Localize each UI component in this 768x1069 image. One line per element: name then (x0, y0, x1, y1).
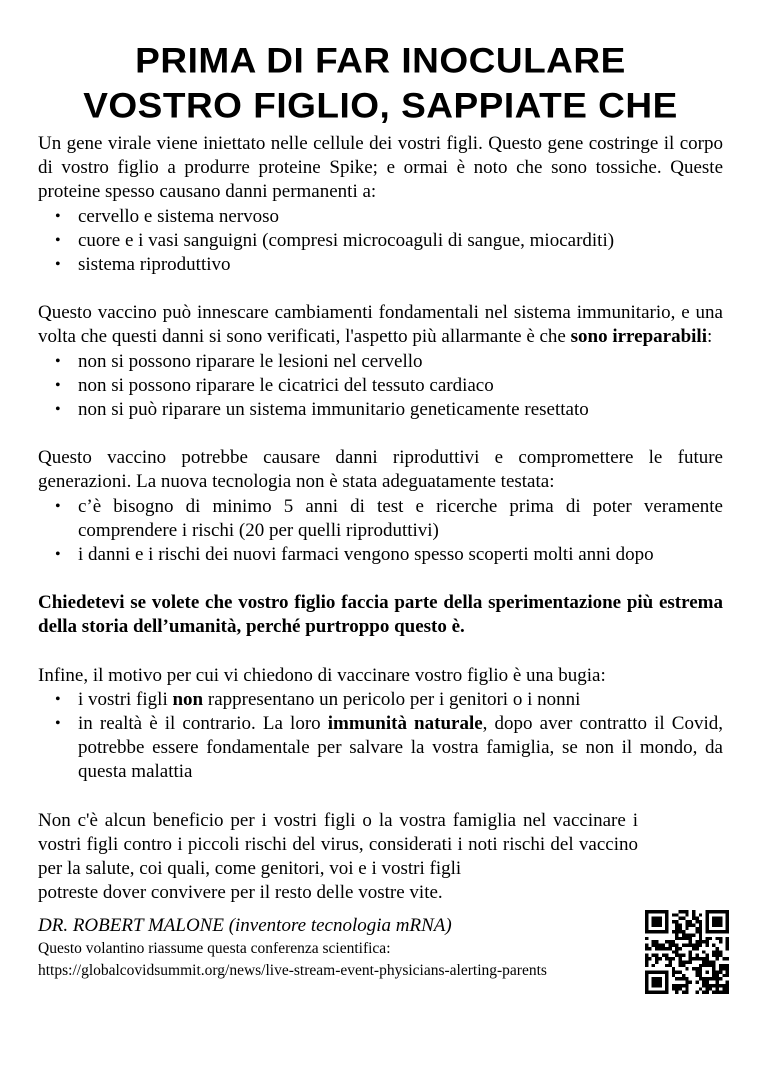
list-item: • non si può riparare un sistema immunitario geneticamente resettato (78, 398, 723, 422)
list-item: • sistema riproduttivo (78, 253, 723, 277)
bullet-icon: • (55, 231, 61, 249)
testing-list (38, 495, 723, 568)
irreparable-list (38, 350, 723, 423)
source-note: Questo volantino riassume questa conferenza scientifica: (38, 940, 391, 958)
experiment-paragraph: Chiedetevi se volete che vostro figlio faccia parte della sperimentazione più estrema della storia dell’umanità, perché purtroppo questo è. (38, 592, 723, 638)
reproductive-paragraph: Questo vaccino potrebbe causare danni riproduttivi e compromettere le future generazioni. La nuova tecnologia non è stata adeguatamente testata: (38, 447, 723, 493)
bullet-icon: • (55, 207, 61, 225)
bullet-icon: • (55, 690, 61, 708)
damage-list (38, 205, 723, 278)
benefit-paragraph-end: potreste dover convivere per il resto delle vostre vite. (38, 882, 443, 904)
bullet-icon: • (55, 401, 61, 419)
page-title (38, 38, 723, 128)
list-item: • non si possono riparare le cicatrici del tessuto cardiaco (78, 374, 723, 398)
list-item: • non si possono riparare le lesioni nel cervello (78, 350, 723, 374)
qr-code-icon[interactable] (645, 910, 729, 994)
bullet-icon: • (55, 376, 61, 394)
bullet-icon: • (55, 715, 61, 733)
bullet-icon: • (55, 497, 61, 515)
title-line-2: VOSTRO FIGLIO, SAPPIATE CHE (83, 86, 678, 125)
source-url[interactable]: https://globalcovidsummit.org/news/live-stream-event-physicians-alerting-parents (38, 962, 547, 980)
bold-phrase: sono irreparabili (570, 326, 707, 348)
lie-list (38, 688, 723, 785)
intro-paragraph: Un gene virale viene iniettato nelle cellule dei vostri figli. Questo gene costringe il corpo di vostro figlio a produrre proteine Spike; e ormai è noto che sono tossiche. Queste proteine spesso causano danni permanenti a: (38, 133, 723, 203)
list-item: • i danni e i rischi dei nuovi farmaci vengono spesso scoperti molti anni dopo (78, 543, 723, 567)
immune-paragraph: Questo vaccino può innescare cambiamenti fondamentali nel sistema immunitario, e una volta che questi danni si sono verificati, l'aspetto più allarmante è che sono irreparabili: (38, 302, 723, 348)
list-item: • cervello e sistema nervoso (78, 205, 723, 229)
bullet-icon: • (55, 256, 61, 274)
list-item: • c’è bisogno di minimo 5 anni di test e ricerche prima di poter veramente comprendere i rischi (20 per quelli riproduttivi) (55, 495, 723, 541)
title-line-1: PRIMA DI FAR INOCULARE (135, 41, 626, 80)
list-item: • cuore e i vasi sanguigni (compresi microcoaguli di sangue, miocarditi) (78, 229, 723, 253)
lie-paragraph: Infine, il motivo per cui vi chiedono di vaccinare vostro figlio è una bugia: (38, 664, 606, 686)
benefit-paragraph: Non c'è alcun beneficio per i vostri figli o la vostra famiglia nel vaccinare i vostri figli contro i piccoli rischi del virus, considerati i noti rischi del vaccino per la salute, coi quali, come genitori, voi e i vostri figli (38, 809, 638, 880)
bullet-icon: • (55, 352, 61, 370)
list-item: • in realtà è il contrario. La loro immunità naturale, dopo aver contratto il Covid, potrebbe essere fondamentale per salvare la vostra famiglia, se non il mondo, da questa malattia (55, 713, 723, 783)
bullet-icon: • (55, 546, 61, 564)
flyer-page (38, 38, 723, 982)
author-signature: DR. ROBERT MALONE (inventore tecnologia mRNA) (38, 915, 452, 937)
list-item: • i vostri figli non rappresentano un pericolo per i genitori o i nonni (78, 688, 723, 712)
